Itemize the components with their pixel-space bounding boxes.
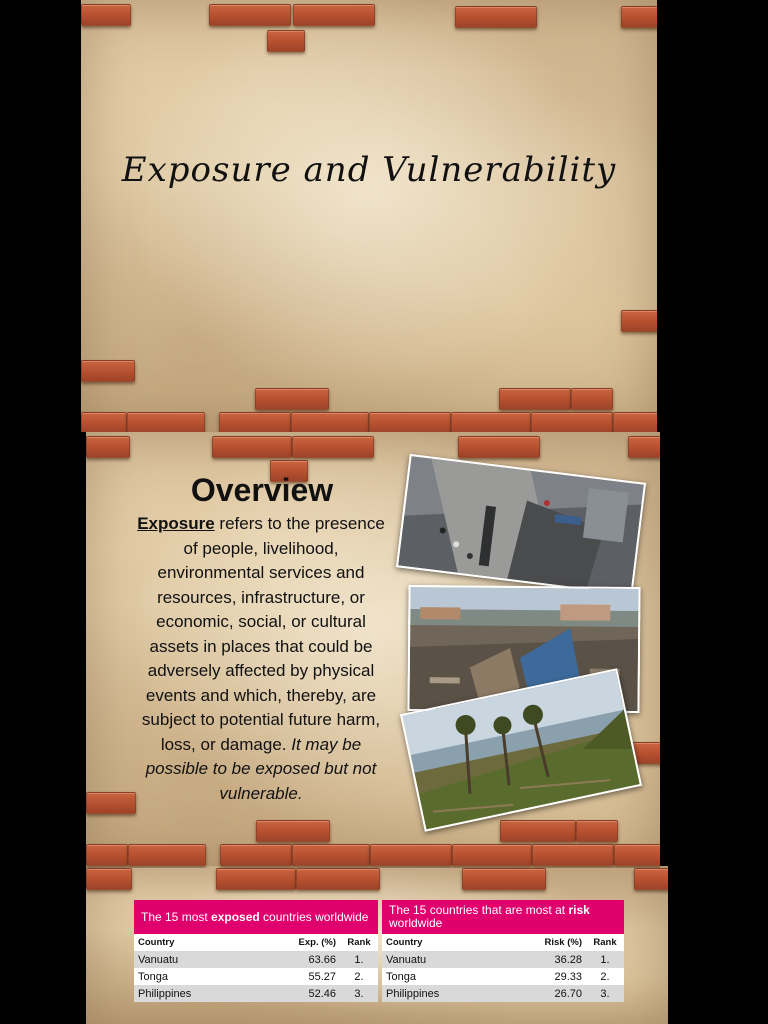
- brick: [451, 412, 531, 432]
- table-row: Vanuatu 36.28 1.: [382, 951, 624, 968]
- brick: [532, 844, 614, 866]
- brick: [292, 844, 370, 866]
- brick: [81, 4, 131, 26]
- table-title: The 15 countries that are most at risk worldwide: [382, 900, 624, 934]
- brick: [634, 868, 668, 890]
- exposure-note: It may be possible to be exposed but not vulnerable.: [145, 734, 377, 803]
- brick: [621, 6, 657, 28]
- brick: [209, 4, 291, 26]
- brick: [370, 844, 452, 866]
- brick: [613, 412, 657, 432]
- brick: [256, 820, 330, 842]
- overview-slide: [86, 432, 660, 868]
- table-row: Tonga 55.27 2.: [138, 970, 364, 983]
- brick: [255, 388, 329, 410]
- exposed-countries-table: [134, 900, 378, 1002]
- table-header-row: Country Exp. (%) Rank: [138, 937, 371, 948]
- brick: [499, 388, 571, 410]
- brick: [86, 436, 130, 458]
- brick: [458, 436, 540, 458]
- title-slide: [81, 0, 657, 432]
- brick: [86, 868, 132, 890]
- brick: [628, 436, 660, 458]
- brick: [81, 360, 135, 382]
- exposure-term: Exposure: [137, 514, 215, 533]
- brick: [219, 412, 291, 432]
- table-title: The 15 most exposed countries worldwide: [134, 900, 378, 934]
- brick: [614, 844, 660, 866]
- brick: [531, 412, 613, 432]
- brick: [500, 820, 576, 842]
- table-row: Philippines 26.70 3.: [382, 985, 624, 1002]
- brick: [293, 4, 375, 26]
- brick: [128, 844, 206, 866]
- brick: [621, 310, 657, 332]
- table-row: Philippines 52.46 3.: [134, 985, 378, 1002]
- slide-title: Exposure and Vulnerability: [121, 150, 617, 190]
- brick: [576, 820, 618, 842]
- brick: [81, 412, 127, 432]
- table-row: Tonga 29.33 2.: [386, 970, 610, 983]
- ranking-slide: [86, 866, 668, 1024]
- brick: [292, 436, 374, 458]
- brick: [127, 412, 205, 432]
- brick: [291, 412, 369, 432]
- brick: [296, 868, 380, 890]
- brick: [571, 388, 613, 410]
- overview-heading: Overview: [190, 472, 334, 508]
- brick: [86, 844, 128, 866]
- brick: [452, 844, 532, 866]
- exposure-definition: refers to the presence of people, livelihood, environmental services and resources, infrastructure, or economic, social, or cultural assets in places that could be adversely affected by physical events and which, thereby, are subject to potential future harm, loss, or damage.: [141, 514, 385, 754]
- brick: [267, 30, 305, 52]
- brick: [86, 792, 136, 814]
- brick: [212, 436, 292, 458]
- brick: [220, 844, 292, 866]
- table-row: Vanuatu 63.66 1.: [134, 951, 378, 968]
- overview-paragraph: [130, 512, 392, 806]
- collapsed-highway-photo: [396, 454, 646, 596]
- table-header-row: Country Risk (%) Rank: [386, 937, 617, 948]
- brick: [216, 868, 296, 890]
- brick: [369, 412, 451, 432]
- brick: [462, 868, 546, 890]
- risk-countries-table: [382, 900, 624, 1002]
- brick: [455, 6, 537, 28]
